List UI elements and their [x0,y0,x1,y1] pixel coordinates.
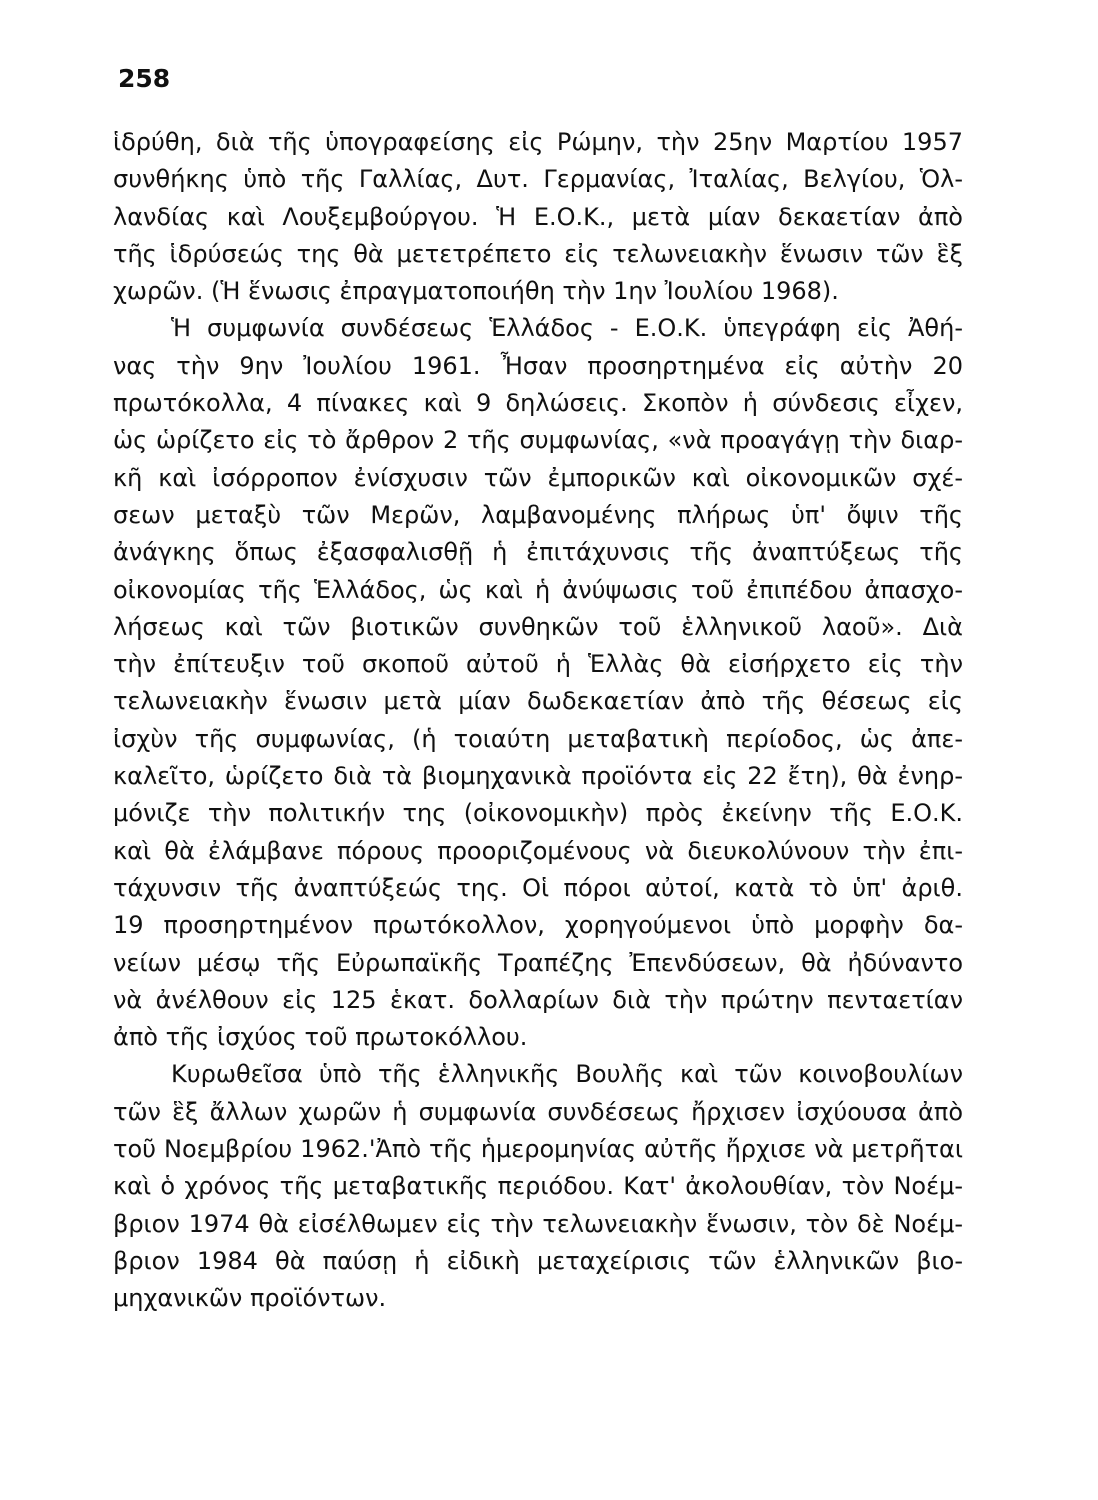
text-line: καλεῖτο, ὡρίζετο διὰ τὰ βιομηχανικὰ προϊόντα εἰς 22 ἔτη), θὰ ἐνηρ- [113,762,963,791]
text-line: οἰκονομίας τῆς Ἑλλάδος, ὡς καὶ ἡ ἀνύψωσις τοῦ ἐπιπέδου ἀπασχο- [113,575,963,604]
text-line: λανδίας καὶ Λουξεμβούργου. Ἡ Ε.Ο.Κ., μετὰ μίαν δεκαετίαν ἀπὸ [113,202,963,231]
text-line: σεων μεταξὺ τῶν Μερῶν, λαμβανομένης πλήρως ὑπ' ὄψιν τῆς [113,500,963,529]
text-line: τῆς ἱδρύσεώς της θὰ μετετρέπετο εἰς τελωνειακὴν ἕνωσιν τῶν ἓξ [113,239,963,268]
text-line: τάχυνσιν τῆς ἀναπτύξεώς της. Οἱ πόροι αὐτοί, κατὰ τὸ ὑπ' ἀριθ. [113,873,963,902]
text-line: πρωτόκολλα, 4 πίνακες καὶ 9 δηλώσεις. Σκοπὸν ἡ σύνδεσις εἶχεν, [113,389,963,418]
paragraph-start-line: Ἡ συμφωνία συνδέσεως Ἑλλάδος - Ε.Ο.Κ. ὑπεγράφη εἰς Ἀθή- [171,314,963,343]
text-line: μηχανικῶν προϊόντων. [113,1284,387,1313]
text-line: βριον 1984 θὰ παύσῃ ἡ εἰδικὴ μεταχείρισις τῶν ἑλληνικῶν βιο- [113,1246,963,1275]
text-line: τῶν ἓξ ἄλλων χωρῶν ἡ συμφωνία συνδέσεως ἤρχισεν ἰσχύουσα ἀπὸ [113,1097,963,1126]
text-line: τοῦ Νοεμβρίου 1962.'Ἀπὸ τῆς ἡμερομηνίας αὐτῆς ἤρχισε νὰ μετρῆται [113,1135,963,1164]
text-line: κῆ καὶ ἰσόρροπον ἐνίσχυσιν τῶν ἐμπορικῶν καὶ οἰκονομικῶν σχέ- [113,463,963,492]
text-line: τὴν ἐπίτευξιν τοῦ σκοποῦ αὐτοῦ ἡ Ἑλλὰς θὰ εἰσήρχετο εἰς τὴν [113,650,963,679]
text-line: συνθήκης ὑπὸ τῆς Γαλλίας, Δυτ. Γερμανίας, Ἰταλίας, Βελγίου, Ὁλ- [113,165,963,194]
text-line: ὡς ὡρίζετο εἰς τὸ ἄρθρον 2 τῆς συμφωνίας, «νὰ προαγάγῃ τὴν διαρ- [113,426,963,455]
body-text [113,124,963,1318]
text-line: καὶ ὁ χρόνος τῆς μεταβατικῆς περιόδου. Κατ' ἀκολουθίαν, τὸν Νοέμ- [113,1172,963,1201]
text-line: ἀπὸ τῆς ἰσχύος τοῦ πρωτοκόλλου. [113,1023,528,1052]
text-line: νείων μέσῳ τῆς Εὐρωπαϊκῆς Τραπέζης Ἐπενδύσεων, θὰ ἠδύναντο [113,948,963,977]
text-line: τελωνειακὴν ἕνωσιν μετὰ μίαν δωδεκαετίαν ἀπὸ τῆς θέσεως εἰς [113,687,963,716]
text-line: βριον 1974 θὰ εἰσέλθωμεν εἰς τὴν τελωνειακὴν ἕνωσιν, τὸν δὲ Νοέμ- [113,1209,963,1238]
page-number: 258 [118,64,171,93]
text-line: λήσεως καὶ τῶν βιοτικῶν συνθηκῶν τοῦ ἑλληνικοῦ λαοῦ». Διὰ [113,612,963,641]
text-line: νὰ ἀνέλθουν εἰς 125 ἑκατ. δολλαρίων διὰ τὴν πρώτην πενταετίαν [113,985,963,1014]
paragraph-start-line: Κυρωθεῖσα ὑπὸ τῆς ἑλληνικῆς Βουλῆς καὶ τῶν κοινοβουλίων [171,1060,963,1089]
text-line: ἀνάγκης ὅπως ἐξασφαλισθῇ ἡ ἐπιτάχυνσις τῆς ἀναπτύξεως τῆς [113,538,963,567]
text-line: καὶ θὰ ἐλάμβανε πόρους προοριζομένους νὰ διευκολύνουν τὴν ἐπι- [113,836,963,865]
text-line: ἰσχὺν τῆς συμφωνίας, (ἡ τοιαύτη μεταβατικὴ περίοδος, ὡς ἀπε- [113,724,963,753]
text-line: χωρῶν. (Ἡ ἕνωσις ἐπραγματοποιήθη τὴν 1ην Ἰουλίου 1968). [113,277,839,306]
text-line: 19 προσηρτημένον πρωτόκολλον, χορηγούμενοι ὑπὸ μορφὴν δα- [113,911,963,940]
text-line: μόνιζε τὴν πολιτικήν της (οἰκονομικὴν) πρὸς ἐκείνην τῆς Ε.Ο.Κ. [113,799,963,828]
text-line: ἱδρύθη, διὰ τῆς ὑπογραφείσης εἰς Ρώμην, τὴν 25ην Μαρτίου 1957 [113,128,963,156]
text-line: νας τὴν 9ην Ἰουλίου 1961. Ἦσαν προσηρτημένα εἰς αὐτὴν 20 [113,351,963,380]
